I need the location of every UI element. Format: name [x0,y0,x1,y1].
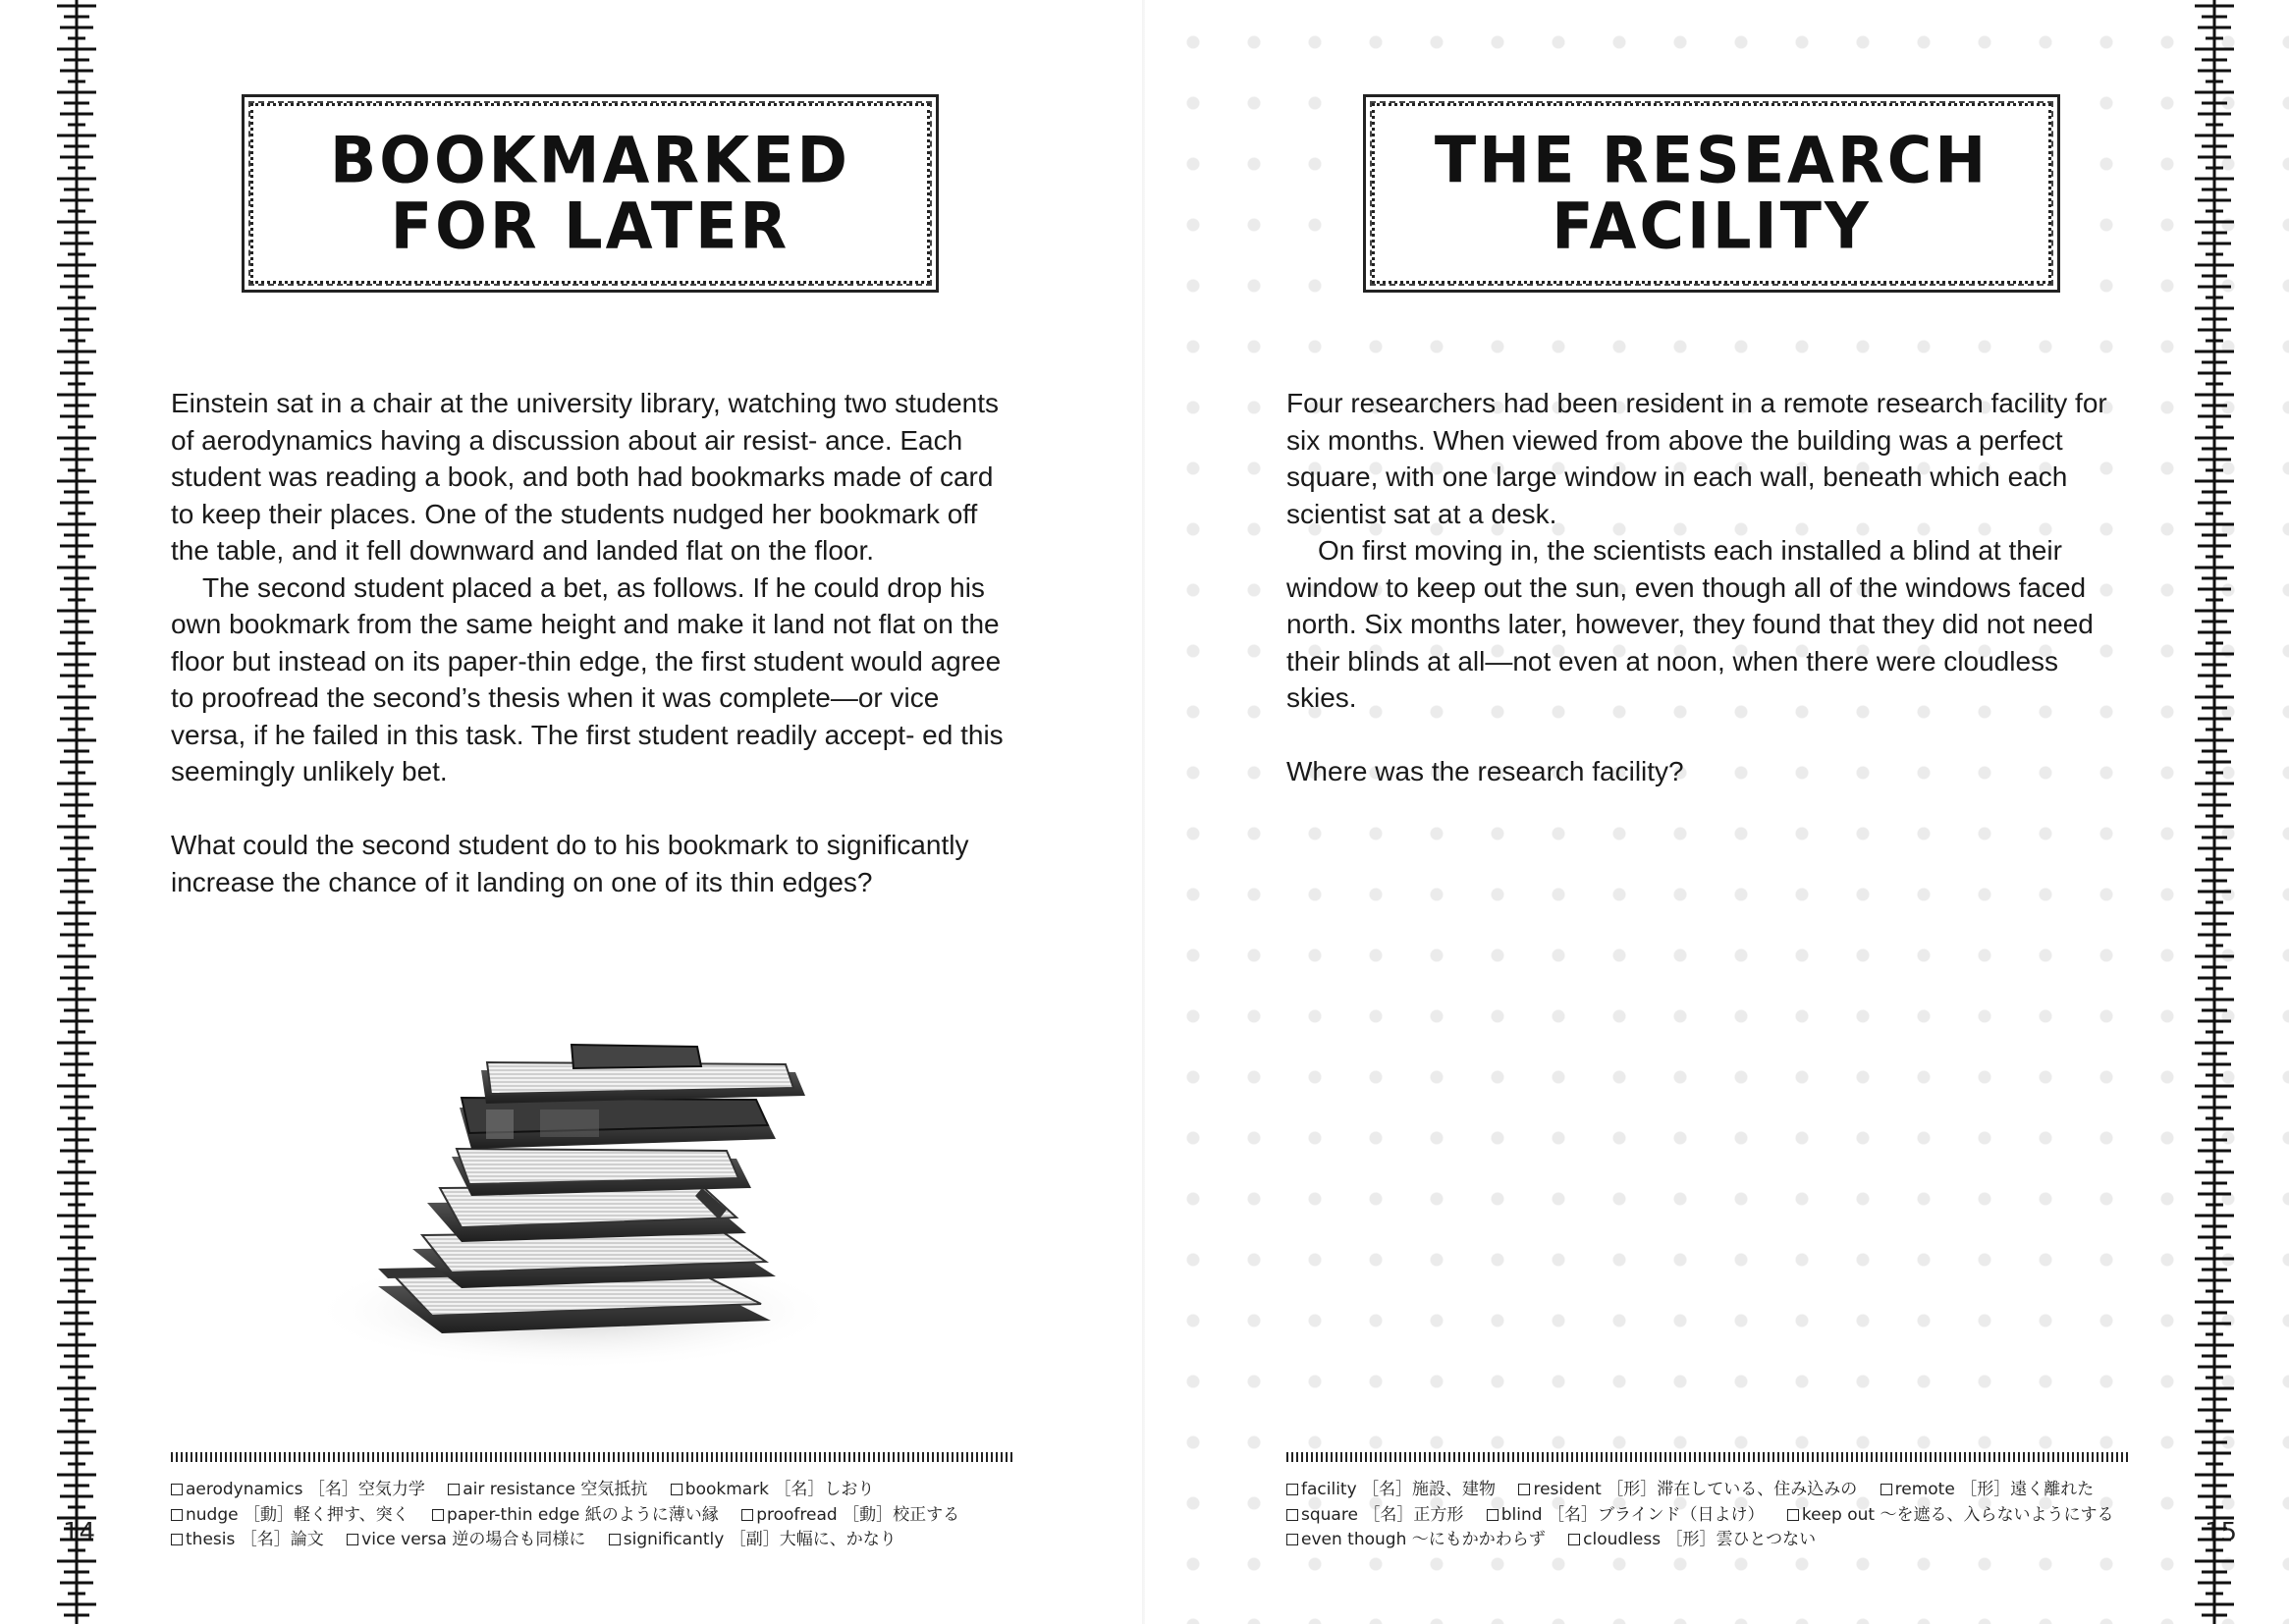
vocab-meaning: ［名］しおり [774,1480,875,1499]
left-page [0,0,1144,1624]
checkbox-icon [1518,1484,1530,1495]
checkbox-icon [1286,1534,1298,1545]
vocab-item [171,1480,425,1499]
vocab-term: resident [1533,1480,1602,1499]
vocab-item [171,1505,409,1525]
vocab-term: blind [1500,1504,1543,1525]
left-title-frame [242,94,939,293]
vocab-meaning: ［動］軽く押す、突く [244,1504,409,1525]
vocab-line [171,1503,1035,1529]
vocab-term: air resistance [463,1480,575,1499]
vocab-item [448,1480,647,1499]
vocab-item [1518,1480,1857,1499]
vocab-item [1286,1480,1496,1499]
vocab-meaning: ［名］ブラインド（日よけ） [1547,1504,1765,1525]
right-title-line-2: FACILITY [1552,188,1872,264]
checkbox-icon [1787,1509,1799,1521]
stack-of-books-illustration [314,1041,845,1375]
vocab-term: even though [1301,1530,1407,1549]
vocab-meaning: ［名］空気力学 [307,1480,425,1499]
vocab-item [1568,1530,1816,1549]
checkbox-icon [671,1484,682,1495]
vocab-term: significantly [623,1530,725,1549]
right-vocab-list [1286,1478,2151,1553]
checkbox-icon [741,1509,753,1521]
vocab-term: vice versa [361,1530,447,1549]
checkbox-icon [347,1534,358,1545]
checkbox-icon [1880,1484,1892,1495]
vocab-meaning: ［名］論文 [240,1530,324,1549]
left-paragraph-1: Einstein sat in a chair at the university library, watching two students of aerodynamics having a discussion about air resist- ance. Each student was reading a book, and both had bookmarks made of card to keep their places. One of the students nudged her bookmark off the table, and it fell downward and landed flat on the floor. [171,388,999,566]
vocab-term: aerodynamics [186,1480,303,1499]
vocab-term: paper-thin edge [447,1504,580,1525]
vocab-item [671,1480,875,1499]
vocab-term: proofread [756,1504,838,1525]
checkbox-icon [1487,1509,1499,1521]
right-body-text [1286,385,2131,790]
vocab-meaning: ［形］遠く離れた [1960,1480,2095,1499]
left-question: What could the second student do to his bookmark to significantly increase the chance of it landing on one of its thin edges? [171,830,969,897]
right-margin-ornament [2195,0,2234,1624]
vocab-term: facility [1301,1480,1357,1499]
right-title-line-1: THE RESEARCH [1434,122,1989,198]
left-title-line-2: FOR LATER [390,188,790,264]
vocab-term: bookmark [684,1480,770,1499]
vocab-line [1286,1503,2151,1529]
checkbox-icon [1568,1534,1580,1545]
left-page-number: 14 [63,1518,96,1547]
vocab-term: square [1301,1504,1358,1525]
vocab-term: keep out [1801,1504,1876,1525]
left-margin-ornament [57,0,96,1624]
checkbox-icon [171,1534,183,1545]
vocab-item [1487,1505,1765,1525]
left-page-title [330,122,850,264]
checkbox-icon [448,1484,460,1495]
right-page-title [1434,122,1989,264]
vocab-meaning: ［動］校正する [843,1504,960,1525]
vocab-term: remote [1894,1480,1955,1499]
vocab-line [1286,1528,2151,1553]
left-vocab-list [171,1478,1035,1553]
vocab-line [171,1528,1035,1553]
vocab-meaning: ［形］滞在している、住み込みの [1607,1480,1858,1499]
right-page-number: 15 [2205,1518,2238,1547]
vocab-meaning: ［副］大幅に、かなり [729,1530,897,1549]
right-vocab-divider [1286,1452,2131,1462]
right-question: Where was the research facility? [1286,756,1684,786]
left-title-line-1: BOOKMARKED [330,122,850,198]
vocab-meaning: ［形］雲ひとつない [1665,1530,1817,1549]
right-paragraph-1: Four researchers had been resident in a remote research facility for six months. When viewed from above the building was a perfect square, with one large window in each wall, beneath which each scientist sat at a desk. [1286,388,2107,529]
vocab-term: thesis [186,1530,236,1549]
right-page [1145,0,2289,1624]
checkbox-icon [609,1534,621,1545]
vocab-meaning: ［名］施設、建物 [1362,1480,1497,1499]
right-title-frame [1363,94,2060,293]
vocab-term: cloudless [1583,1530,1662,1549]
vocab-line [171,1478,1035,1503]
vocab-meaning: 逆の場合も同様に [452,1530,586,1549]
vocab-term: nudge [186,1504,239,1525]
checkbox-icon [1286,1484,1298,1495]
checkbox-icon [171,1509,183,1521]
vocab-item [1787,1505,2114,1525]
vocab-item [1880,1480,2095,1499]
vocab-item [741,1505,959,1525]
vocab-item [432,1505,719,1525]
vocab-item [347,1530,585,1549]
left-body-text [171,385,1015,900]
left-vocab-divider [171,1452,1015,1462]
right-paragraph-2: On first moving in, the scientists each installed a blind at their window to keep out the sun, even though all of the windows faced north. Six months later, however, they found that they did not need their blinds at all—not even at noon, when there were cloudless skies. [1286,535,2094,713]
vocab-meaning: ［名］正方形 [1363,1504,1464,1525]
vocab-item [609,1530,897,1549]
checkbox-icon [1286,1509,1298,1521]
vocab-item [1286,1505,1463,1525]
vocab-line [1286,1478,2151,1503]
vocab-meaning: 空気抵抗 [580,1480,648,1499]
vocab-meaning: ～を遮る、入らないようにする [1880,1504,2114,1525]
vocab-meaning: ～にもかかわらず [1411,1530,1546,1549]
checkbox-icon [171,1484,183,1495]
checkbox-icon [432,1509,444,1521]
vocab-meaning: 紙のように薄い縁 [584,1504,719,1525]
vocab-item [1286,1530,1546,1549]
left-paragraph-2: The second student placed a bet, as follows. If he could drop his own bookmark from the same height and make it land not flat on the floor but instead on its paper-thin edge, the first student would agree to proofread the second’s thesis when it was complete—or vice versa, if he failed in this task. The first student readily accept- ed this seemingly unlikely bet. [171,571,1004,786]
vocab-item [171,1530,324,1549]
